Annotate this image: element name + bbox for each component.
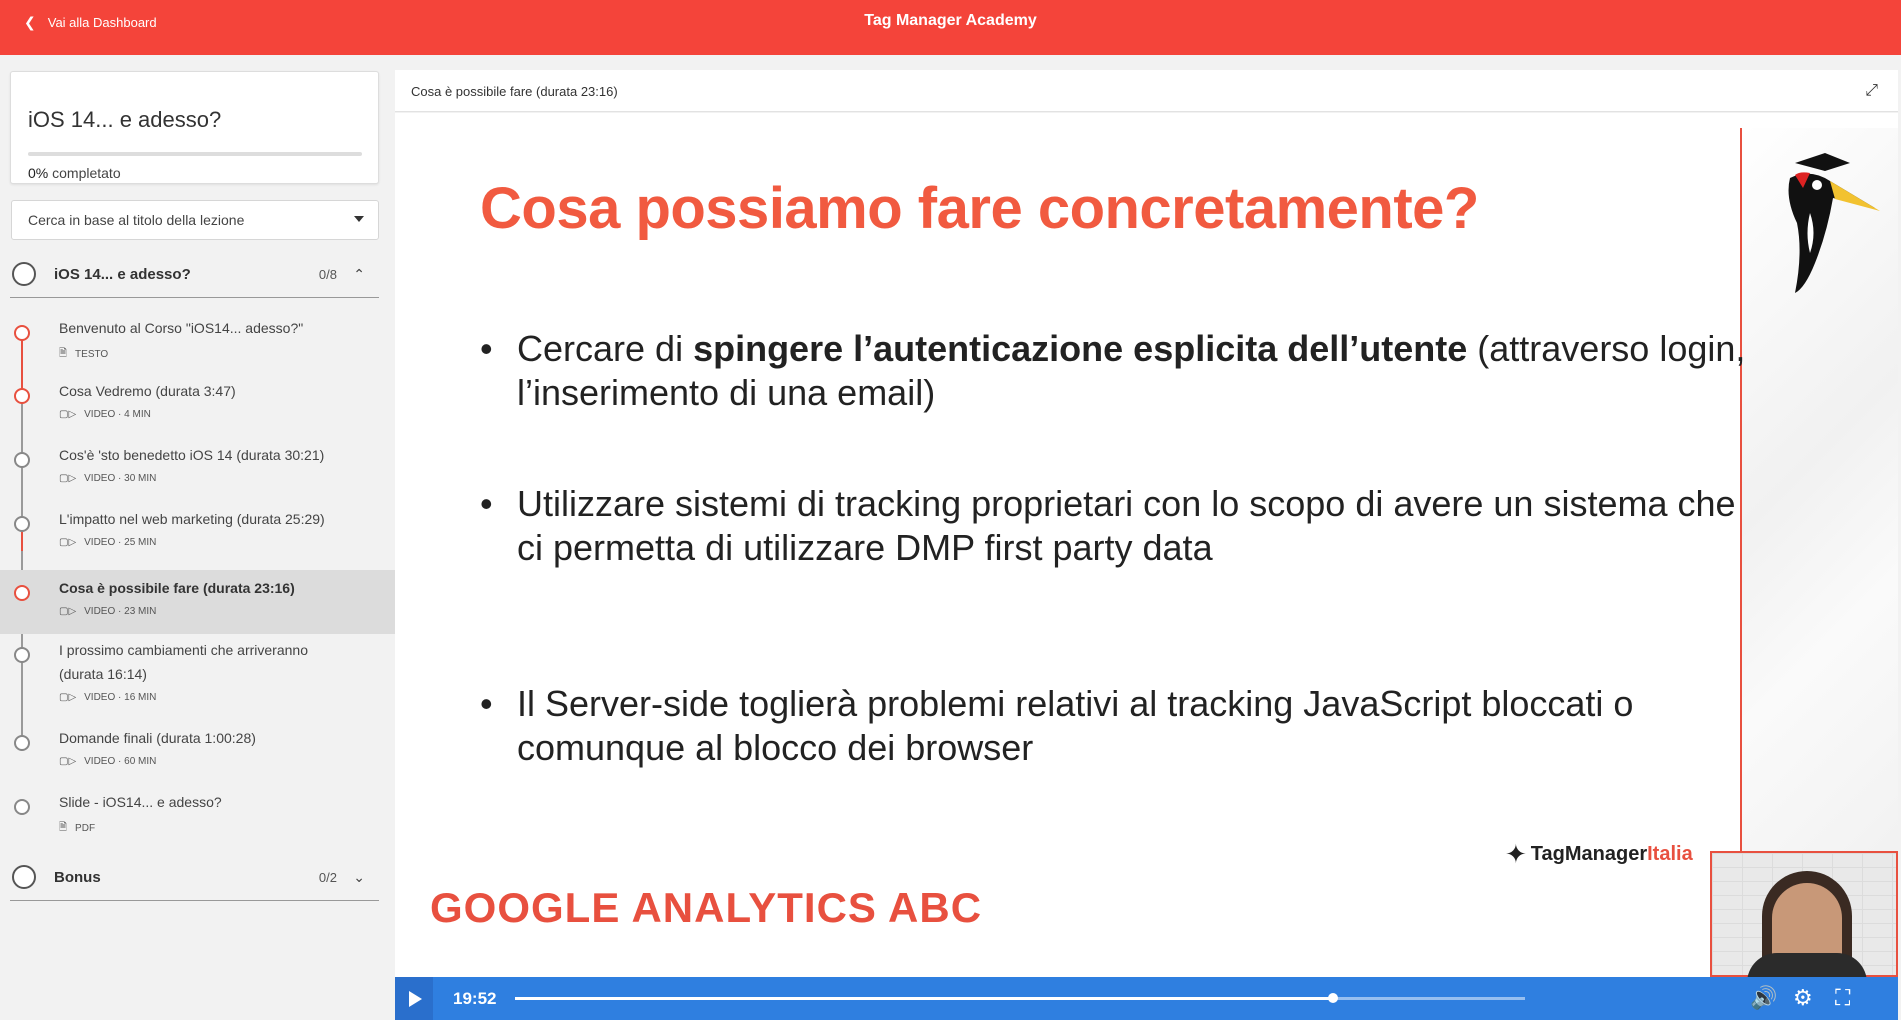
pdf-icon: 🗎 [59,822,68,833]
lesson-title: Cosa Vedremo (durata 3:47) [59,383,236,399]
slide-heading: Cosa possiamo fare concretamente? [480,176,1479,241]
video-header [395,70,1898,112]
section-status-circle-icon [12,262,36,286]
play-button[interactable] [395,977,433,1020]
lesson-meta [59,409,151,420]
lesson-title: L'impatto nel web marketing (durata 25:29) [59,511,325,527]
lesson-meta [59,346,108,363]
lesson-title: I prossimo cambiamenti che arriveranno (durata 16:14) [59,642,308,682]
back-link-label: Vai alla Dashboard [47,15,157,30]
gear-icon[interactable]: ⚙ [1793,985,1813,1010]
chevron-left-icon: ❮ [24,14,36,30]
lesson-meta [59,473,156,484]
bullet-dot-icon: • [480,483,493,524]
bullet-bold-text: spingere l’autenticazione esplicita dell’utente [693,328,1468,369]
main-content [395,70,1898,1010]
lesson-status-dot-icon [14,735,30,751]
lesson-meta [59,606,156,617]
lesson-title: Slide - iOS14... e adesso? [59,794,222,810]
bullet-text-part: (attraverso login, l’inserimento di una email) [517,328,1746,413]
lesson-meta-text: VIDEO · 23 MIN [84,606,157,617]
video-frame[interactable] [395,113,1898,1010]
bullet-text: Il Server-side toglierà problemi relativi al tracking JavaScript bloccati o comunque al blocco dei browser [517,683,1634,768]
video-icon: ▢▷ [59,409,77,420]
lesson-status-dot-icon [14,585,30,601]
seek-handle[interactable] [1328,993,1338,1003]
bullet-dot-icon: • [480,328,493,369]
bullet-dot-icon: • [480,683,493,724]
logo-text: TagManager [1530,843,1648,865]
lesson-status-dot-icon [14,799,30,815]
document-icon: 🗎 [59,348,68,359]
video-icon: ▢▷ [59,473,77,484]
lesson-meta [59,820,95,837]
lesson-title: Cos'è 'sto benedetto iOS 14 (durata 30:21) [59,447,325,463]
seek-bar-fill [515,997,1333,1000]
volume-icon[interactable]: 🔊 [1750,985,1778,1010]
section-divider [10,900,379,901]
video-controls [395,977,1898,1020]
lesson-search-label: Cerca in base al titolo della lezione [28,212,245,228]
sidebar [0,55,395,977]
caret-down-icon [354,216,364,222]
lesson-item[interactable] [0,786,395,850]
logo-text-accent: Italia [1647,843,1693,865]
bullet-text: Utilizzare sistemi di tracking proprietari con lo scopo di avere un sistema che ci permetta di utilizzare DMP first party data [517,483,1736,568]
section-name: iOS 14... e adesso? [54,265,191,283]
lesson-status-dot-icon [14,452,30,468]
woodpecker-small-icon: ✦ [1505,839,1527,869]
chevron-up-icon[interactable]: ⌃ [353,265,365,282]
current-time: 19:52 [453,989,497,1008]
lesson-item[interactable] [0,634,395,722]
lesson-title: Cosa è possibile fare (durata 23:16) [59,580,295,596]
section-count: 0/2 [318,869,337,885]
expand-icon[interactable]: ⤢ [1865,82,1878,99]
lesson-title: Domande finali (durata 1:00:28) [59,730,256,746]
lesson-item[interactable] [0,503,395,567]
lesson-search-select[interactable] [11,200,379,240]
lesson-meta-text: VIDEO · 25 MIN [84,537,157,548]
lesson-item[interactable] [0,313,395,375]
section-status-circle-icon [12,865,36,889]
lesson-title: Benvenuto al Corso "iOS14... adesso?" [59,320,304,336]
bullet-text [517,327,1767,415]
section-name: Bonus [54,868,101,886]
bullet-text-part: Cercare di [517,328,694,369]
lesson-status-dot-icon [14,388,30,404]
course-progress-text [28,165,121,181]
course-progress-bar [28,152,362,156]
lesson-item-active[interactable] [0,570,395,634]
video-icon: ▢▷ [59,756,77,767]
section-divider [10,297,379,298]
video-title: Cosa è possibile fare (durata 23:16) [411,84,618,99]
chevron-down-icon[interactable]: ⌄ [353,868,365,885]
lesson-meta-text: VIDEO · 4 MIN [84,409,151,420]
lesson-meta [59,692,156,703]
lesson-meta-text: VIDEO · 16 MIN [84,692,157,703]
course-card [10,71,379,184]
video-icon: ▢▷ [59,692,77,703]
section-count: 0/8 [318,266,337,282]
slide-footer [395,799,1898,934]
video-icon: ▢▷ [59,537,77,548]
lesson-meta-text: TESTO [75,349,109,360]
lesson-meta-text: VIDEO · 60 MIN [84,756,157,767]
app-title: Tag Manager Academy [864,12,1037,29]
fullscreen-icon[interactable]: ⛶ [1835,985,1851,1010]
presenter-webcam [1710,851,1898,977]
woodpecker-logo [1755,153,1885,293]
seek-bar[interactable] [515,997,1525,1000]
progress-value: 0% [28,165,49,181]
lesson-status-dot-icon [14,647,30,663]
lesson-item[interactable] [0,722,395,786]
lesson-meta [59,537,156,548]
top-bar [0,0,1901,55]
lesson-item[interactable] [0,375,395,439]
course-title: iOS 14... e adesso? [28,107,222,132]
lesson-meta-text: VIDEO · 30 MIN [84,473,157,484]
video-icon: ▢▷ [59,606,77,617]
section-header-ios14[interactable] [0,252,379,296]
lesson-item[interactable] [0,439,395,503]
lesson-meta-text: PDF [75,823,96,834]
progress-suffix: completato [48,165,121,181]
lesson-status-dot-icon [14,516,30,532]
lesson-meta [59,756,156,767]
tagmanageritalia-logo [1505,839,1693,870]
slide-banner-text: GOOGLE ANALYTICS ABC [430,884,983,931]
section-header-bonus[interactable] [0,855,379,899]
lesson-status-dot-icon [14,325,30,341]
